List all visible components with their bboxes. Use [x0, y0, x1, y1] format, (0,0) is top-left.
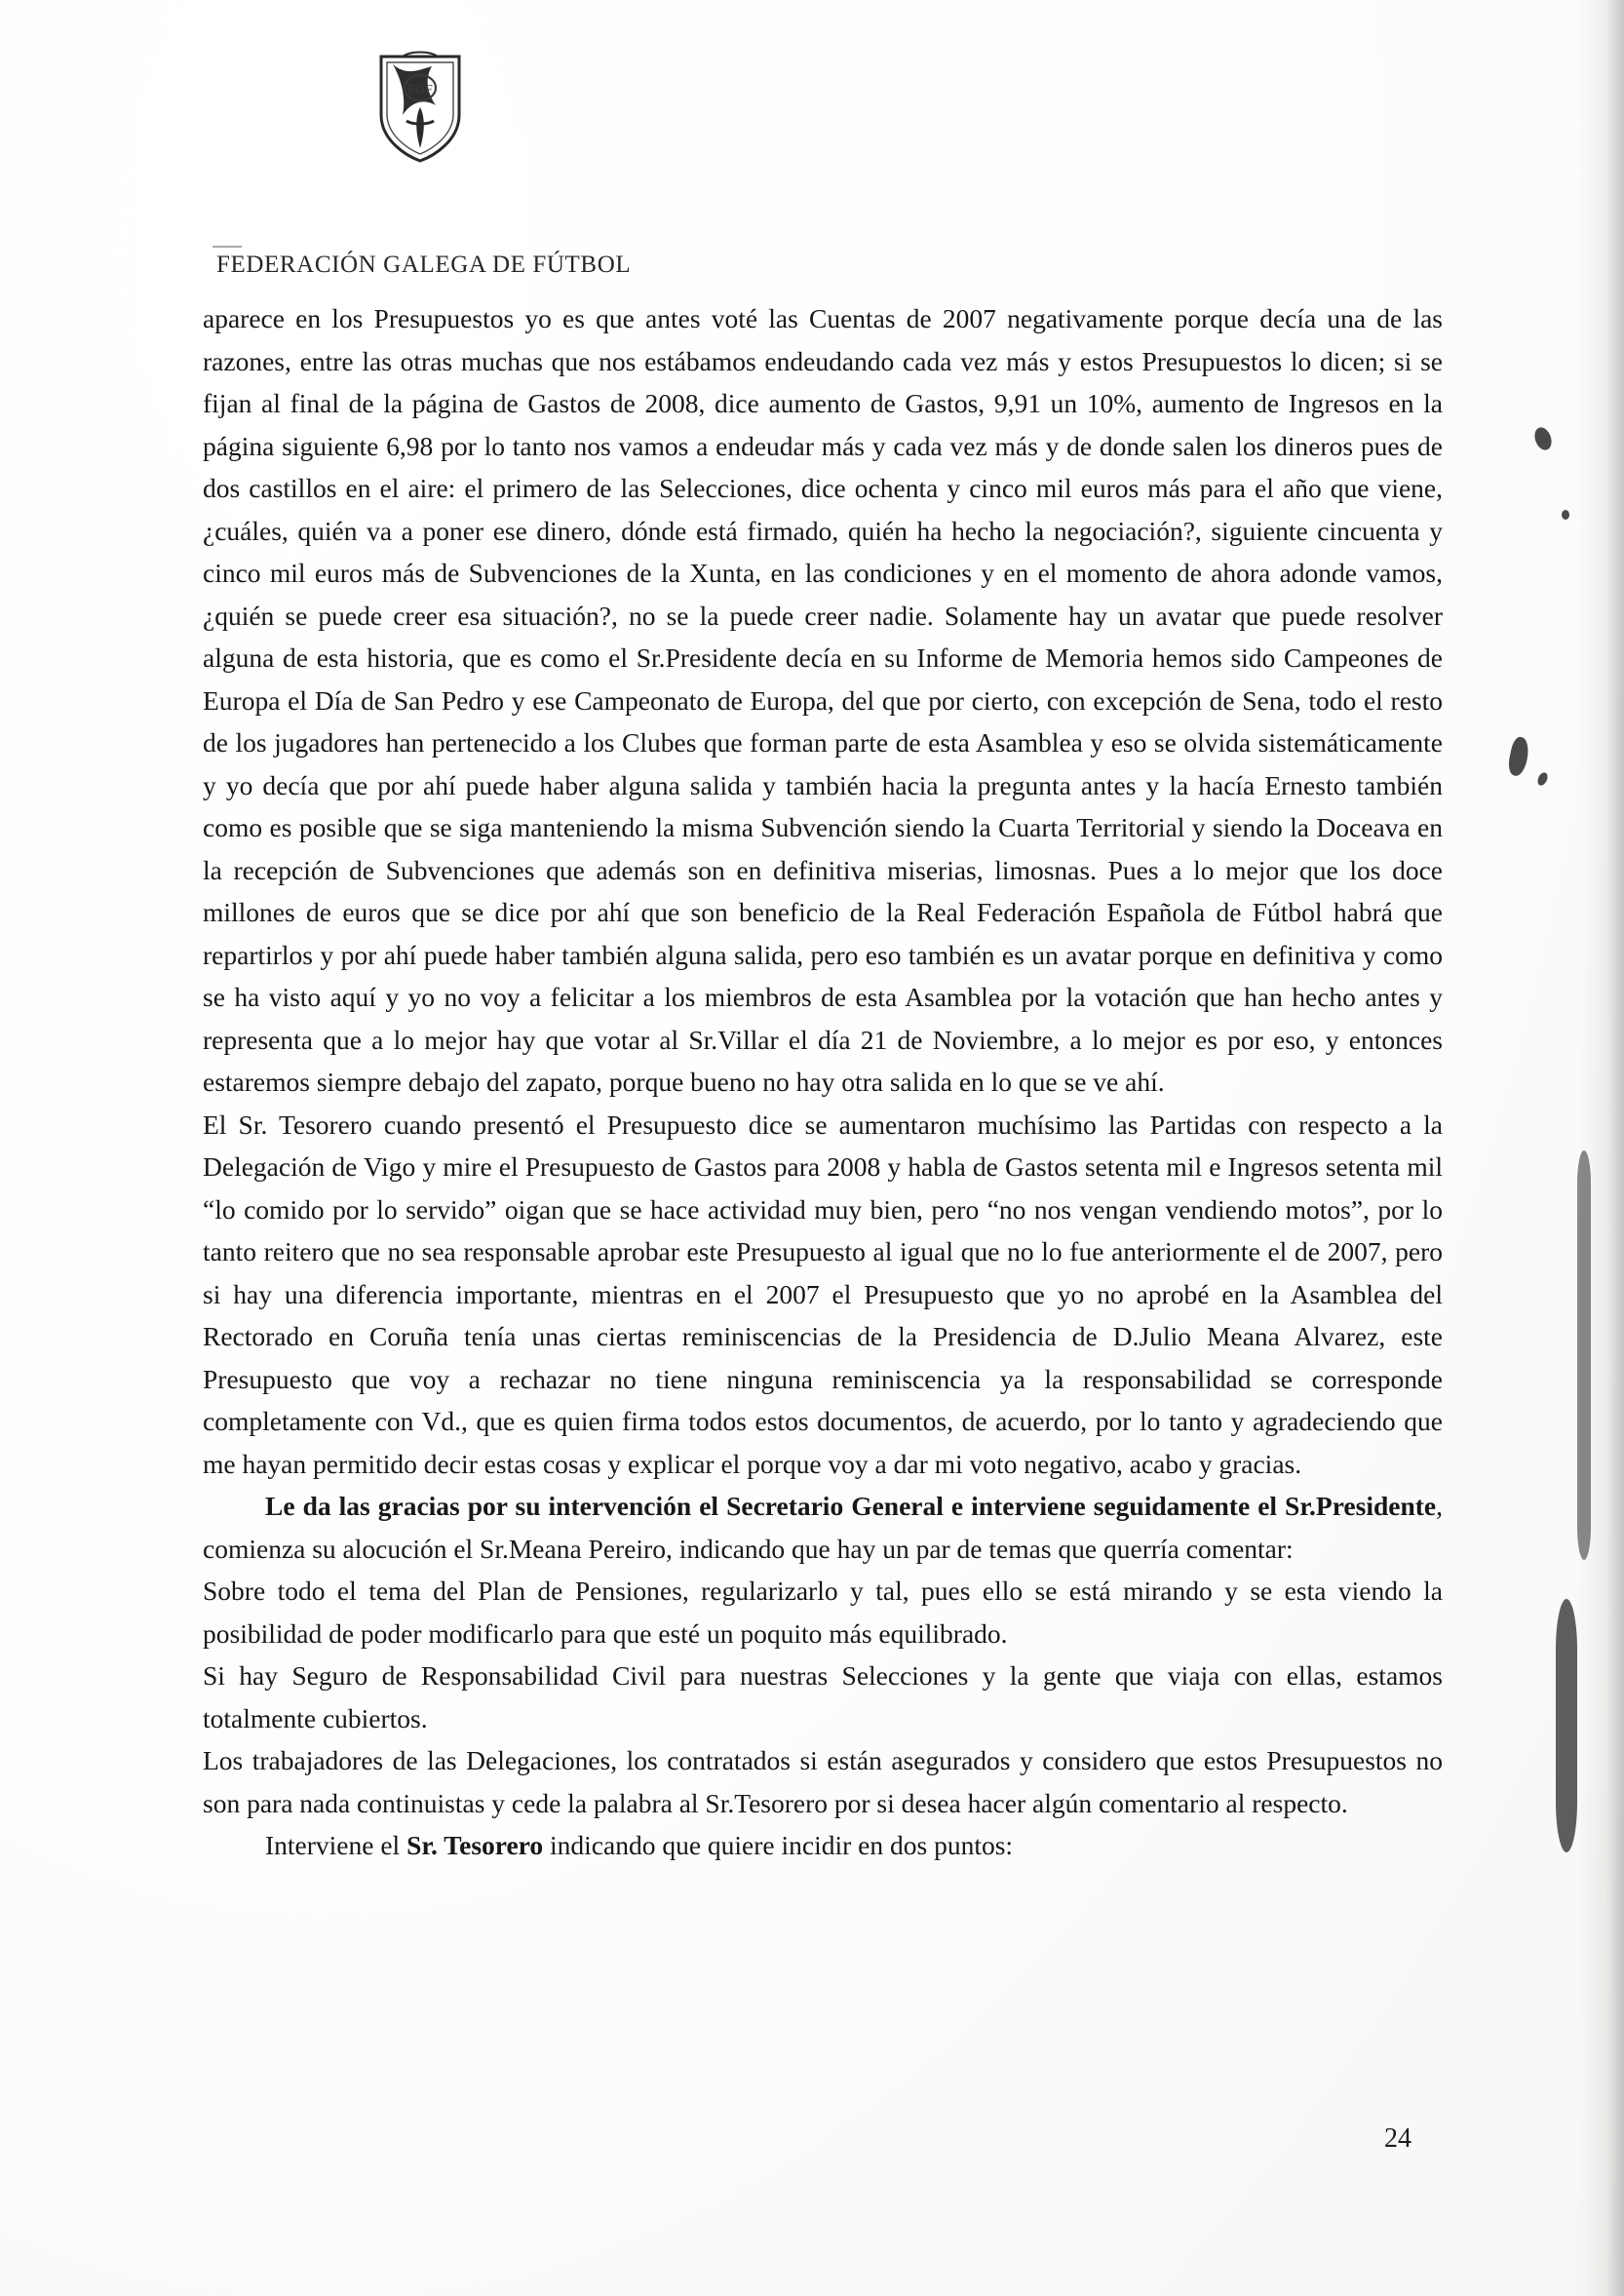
paragraph-7-bold: Sr. Tesorero	[406, 1830, 544, 1860]
paragraph-4: Sobre todo el tema del Plan de Pensiones, regularizarlo y tal, pues ello se está mirando y se esta viendo la posibilidad de poder modificarlo para que esté un poquito más equilibrado.	[203, 1576, 1443, 1649]
scan-artifact	[1562, 510, 1569, 520]
paragraph-1: aparece en los Presupuestos yo es que antes voté las Cuentas de 2007 negativamente porque decía una de las razones, entre las otras muchas que nos estábamos endeudando cada vez más y estos Presupuestos lo dicen; si se fijan al final de la página de Gastos de 2008, dice aumento de Gastos, 9,91 un 10%, aumento de Ingresos en la página siguiente 6,98 por lo tanto nos vamos a endeudar más y cada vez más y de donde salen los dineros pues de dos castillos en el aire: el primero de las Selecciones, dice ochenta y cinco mil euros más para el año que viene, ¿cuáles, quién va a poner ese dinero, dónde está firmado, quién ha hecho la negociación?, siguiente cincuenta y cinco mil euros más de Subvenciones de la Xunta, en las condiciones y en el momento de ahora adonde vamos, ¿quién se puede creer esa situación?, no se la puede creer nadie. Solamente hay un avatar que puede resolver alguna de esta historia, que es como el Sr.Presidente decía en su Informe de Memoria hemos sido Campeones de Europa el Día de San Pedro y ese Campeonato de Europa, del que por cierto, con excepción de Sena, todo el resto de los jugadores han pertenecido a los Clubes que forman parte de esta Asamblea y eso se olvida sistemáticamente y yo decía que por ahí puede haber alguna salida y también hacia la pregunta antes y la hacía Ernesto también como es posible que se siga manteniendo la misma Subvención siendo la Cuarta Territorial y siendo la Doceava en la recepción de Subvenciones que además son en definitiva miserias, limosnas. Pues a lo mejor que los doce millones de euros que se dice por ahí que son beneficio de la Real Federación Española de Fútbol habrá que repartirlos y por ahí puede haber también alguna salida, pero eso también es un avatar porque en definitiva y como se ha visto aquí y yo no voy a felicitar a los miembros de esta Asamblea por la votación que han hecho antes y representa que a lo mejor hay que votar al Sr.Villar el día 21 de Noviembre, a lo mejor es por eso, y entonces estaremos siempre debajo del zapato, porque bueno no hay otra salida en lo que se ve ahí.	[203, 303, 1443, 1097]
page-number: 24	[1384, 2123, 1411, 2154]
document-body	[203, 297, 1443, 1867]
organization-name: FEDERACIÓN GALEGA DE FÚTBOL	[216, 252, 632, 278]
federation-crest-icon	[373, 51, 467, 166]
paragraph-3-bold-lead: Le da las gracias por su intervención el Secretario General e interviene seguidamente el Sr.Presidente	[265, 1491, 1437, 1521]
paragraph-7	[203, 1824, 1443, 1867]
scan-artifact	[1506, 736, 1531, 778]
scan-artifact	[1556, 1599, 1577, 1852]
paragraph-7-pre: Interviene el	[265, 1830, 407, 1860]
scan-artifact	[1531, 425, 1554, 452]
paragraph-5: Si hay Seguro de Responsabilidad Civil para nuestras Selecciones y la gente que viaja con ellas, estamos totalmente cubiertos.	[203, 1660, 1443, 1733]
header-rule	[213, 246, 242, 248]
scan-edge-shadow	[1579, 0, 1624, 2296]
paragraph-6: Los trabajadores de las Delegaciones, los contratados si están asegurados y considero que estos Presupuestos no son para nada continuistas y cede la palabra al Sr.Tesorero por si desea hacer algún comentario al respecto.	[203, 1745, 1443, 1818]
paragraph-3	[203, 1485, 1443, 1570]
paragraph-7-post: indicando que quiere incidir en dos puntos:	[543, 1830, 1014, 1860]
paragraph-3-rest: , comienza su alocución el Sr.Meana Pereiro, indicando que hay un par de temas que querría comentar:	[203, 1491, 1443, 1564]
paragraph-2: El Sr. Tesorero cuando presentó el Presupuesto dice se aumentaron muchísimo las Partidas con respecto a la Delegación de Vigo y mire el Presupuesto de Gastos para 2008 y habla de Gastos setenta mil e Ingresos setenta mil “lo comido por lo servido” oigan que se hace actividad muy bien, pero “no nos vengan vendiendo motos”, por lo tanto reitero que no sea responsable aprobar este Presupuesto al igual que no lo fue anteriormente el de 2007, pero si hay una diferencia importante, mientras en el 2007 el Presupuesto que yo no aprobé en la Asamblea del Rectorado en Coruña tenía unas ciertas reminiscencias de la Presidencia de D.Julio Meana Alvarez, este Presupuesto que voy a rechazar no tiene ninguna reminiscencia ya la responsabilidad se corresponde completamente con Vd., que es quien firma todos estos documentos, de acuerdo, por lo tanto y agradeciendo que me hayan permitido decir estas cosas y explicar el porque voy a dar mi voto negativo, acabo y gracias.	[203, 1109, 1443, 1479]
scan-artifact	[1577, 1150, 1591, 1560]
scan-artifact	[1535, 771, 1549, 787]
svg-text:FGF: FGF	[407, 83, 433, 97]
